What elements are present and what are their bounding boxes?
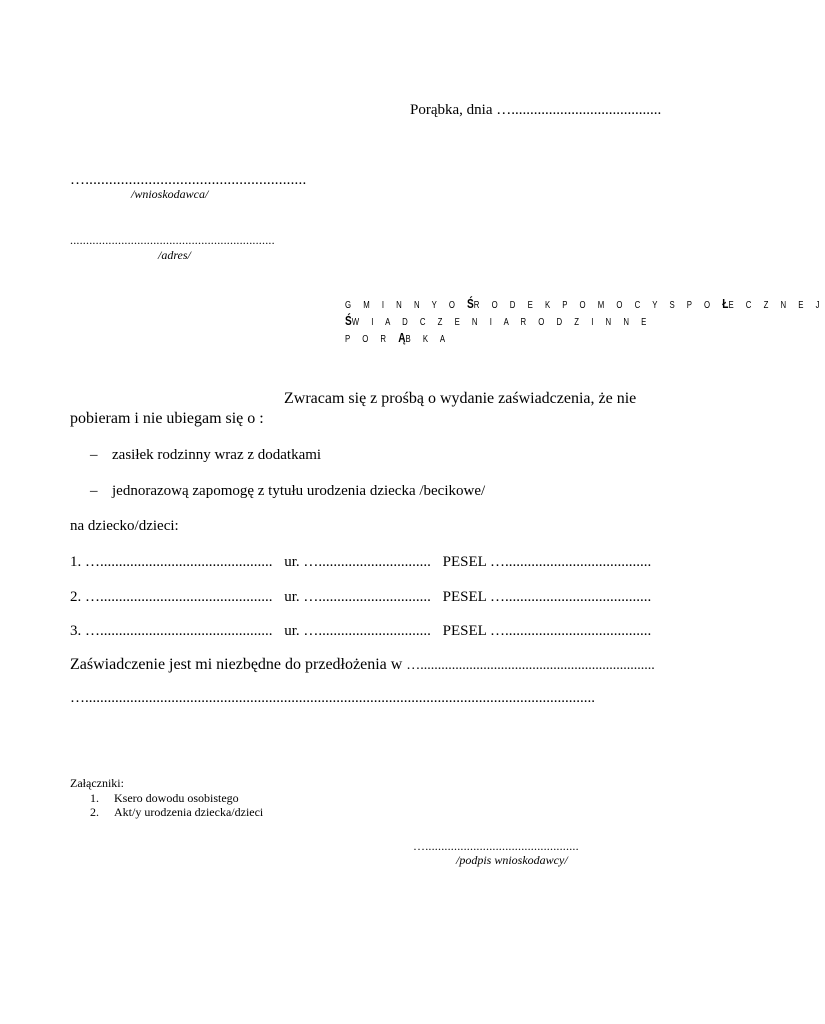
signature-label: /podpis wnioskodawcy/ (456, 853, 568, 867)
child-num: 2. (70, 589, 82, 605)
recipient-line-1 (345, 296, 825, 311)
birth-label: ur. (284, 589, 300, 605)
recipient-line-3 (345, 330, 450, 345)
attachments-title: Załączniki: (70, 776, 124, 790)
birth-label: ur. (284, 623, 300, 639)
pesel-label: PESEL (442, 554, 487, 570)
purpose-text: Zaświadczenie jest mi niezbędne do przedłożenia w (70, 656, 403, 673)
dash-bullet: – (90, 447, 98, 463)
address-label: /adres/ (158, 248, 191, 262)
recipient-line-1-bold2: Ł (722, 296, 729, 311)
child-row-2 (70, 589, 651, 606)
request-line-1: Zwracam się z prośbą o wydanie zaświadczenia, że nie (284, 390, 637, 407)
recipient-line-2 (345, 313, 651, 328)
recipient-line-2-bold: Ś (345, 313, 352, 328)
address-dots[interactable]: ................................................................ (70, 233, 275, 247)
request-line-2: pobieram i nie ubiegam się o : (70, 410, 264, 427)
recipient-line-1-pre: G M I N N Y O (345, 300, 468, 311)
child-name-field[interactable]: ….............................................. (85, 589, 273, 605)
recipient-line-2-post: W I A D C Z E N I A R O D Z I N N E (351, 317, 652, 328)
pesel-field[interactable]: …....................................... (490, 589, 652, 605)
attachment-num: 2. (90, 805, 99, 819)
child-row-3 (70, 623, 651, 640)
child-name-field[interactable]: ….............................................. (85, 623, 273, 639)
request-item-2-text: jednorazową zapomogę z tytułu urodzenia dziecka /becikowe/ (112, 483, 486, 499)
signature-dots[interactable]: …................................................ (413, 839, 579, 853)
birth-date-field[interactable]: ….............................. (303, 623, 431, 639)
recipient-line-1-post: E C Z N E J (728, 300, 825, 311)
pesel-field[interactable]: …....................................... (490, 554, 652, 570)
purpose-field[interactable]: …................................................................... (406, 658, 655, 673)
request-item-2 (90, 483, 485, 500)
pesel-label: PESEL (442, 623, 487, 639)
recipient-line-1-mid: R O D E K P O M O C Y S P O (473, 300, 723, 311)
recipient-line-3-pre: P O R (345, 334, 399, 345)
attachment-text: Akt/y urodzenia dziecka/dzieci (114, 805, 264, 819)
attachment-item (90, 805, 263, 820)
purpose-line (70, 656, 655, 674)
child-num: 3. (70, 623, 82, 639)
birth-date-field[interactable]: ….............................. (303, 554, 431, 570)
date-line: Porąbka, dnia …........................................ (410, 102, 662, 118)
attachment-text: Ksero dowodu osobistego (114, 791, 239, 805)
recipient-line-3-post: B K A (405, 334, 451, 345)
recipient-line-1-bold: Ś (467, 296, 474, 311)
pesel-label: PESEL (442, 589, 487, 605)
request-item-1 (90, 447, 321, 464)
dash-bullet: – (90, 483, 98, 499)
child-name-field[interactable]: ….............................................. (85, 554, 273, 570)
birth-label: ur. (284, 554, 300, 570)
child-row-1 (70, 554, 651, 571)
for-children-label: na dziecko/dzieci: (70, 518, 179, 534)
applicant-dots[interactable]: …........................................................ (70, 172, 307, 188)
recipient-line-3-bold: Ą (398, 330, 406, 345)
birth-date-field[interactable]: ….............................. (303, 589, 431, 605)
pesel-field[interactable]: …....................................... (490, 623, 652, 639)
attachment-item (90, 791, 239, 806)
applicant-label: /wnioskodawca/ (131, 187, 209, 201)
request-item-1-text: zasiłek rodzinny wraz z dodatkami (112, 447, 322, 463)
purpose-field-line-2[interactable]: …........................................................................................................................................ (70, 690, 595, 706)
child-num: 1. (70, 554, 82, 570)
attachment-num: 1. (90, 791, 99, 805)
